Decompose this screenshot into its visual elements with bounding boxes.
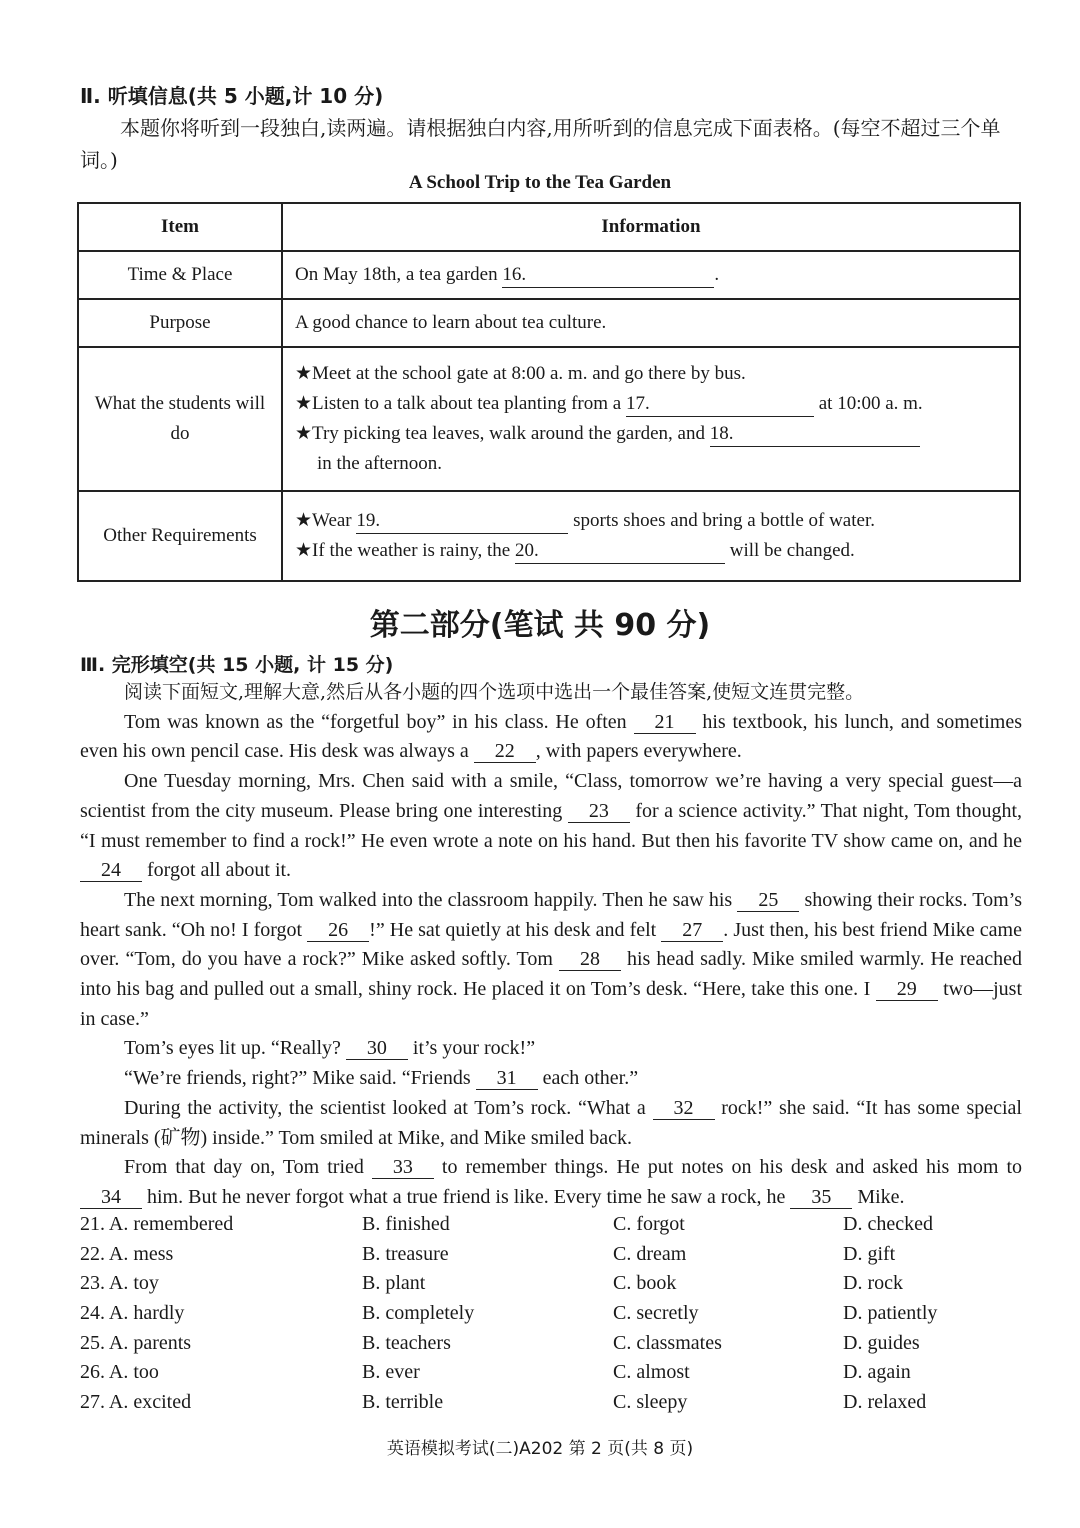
option-a: 21. A. remembered — [80, 1213, 234, 1235]
info-table — [77, 202, 1021, 582]
option-c: C. forgot — [613, 1213, 685, 1235]
row-text: ★Try picking tea leaves, walk around the garden, and — [295, 423, 710, 444]
page-footer: 英语模拟考试(二)A202 第 2 页(共 8 页) — [386, 1439, 694, 1459]
option-b: B. finished — [362, 1213, 450, 1235]
passage-text: rock!” she said. “It has some special minerals (矿物) inside.” Tom smiled at Mike, and Mike smiled back. — [80, 1096, 1022, 1149]
passage-paragraph — [80, 767, 1022, 886]
passage-text: him. But he never forgot what a true friend is like. Every time he saw a rock, he — [142, 1185, 791, 1208]
option-d: D. checked — [843, 1213, 933, 1235]
info-line: ★Meet at the school gate at 8:00 a. m. and go there by bus. — [295, 363, 746, 384]
row-text: will be changed. — [724, 540, 855, 561]
info-line — [295, 389, 1007, 419]
option-a: 22. A. mess — [80, 1242, 174, 1265]
gap-35: 35 — [790, 1186, 852, 1209]
option-b: B. teachers — [362, 1331, 451, 1354]
option-c: C. secretly — [613, 1302, 699, 1325]
option-row — [80, 1243, 1025, 1273]
header-item: Item — [78, 203, 282, 251]
option-d: D. gift — [843, 1242, 896, 1265]
table-row — [78, 251, 1020, 299]
passage-text: The next morning, Tom walked into the classroom happily. Then he saw his — [124, 888, 738, 911]
option-b: B. ever — [362, 1361, 420, 1384]
option-row — [80, 1302, 1025, 1332]
option-row — [80, 1213, 1025, 1243]
row-item: Other Requirements — [78, 491, 282, 581]
passage-text: Tom’s eyes lit up. “Really? — [124, 1037, 346, 1060]
row-item: Purpose — [78, 299, 282, 347]
option-c: C. classmates — [613, 1331, 722, 1354]
option-b: B. plant — [362, 1272, 426, 1295]
section-2-heading: Ⅱ. 听填信息(共 5 小题,计 10 分) — [80, 84, 384, 108]
passage-text: to remember things. He put notes on his desk and asked his mom to — [433, 1156, 1022, 1179]
gap-33: 33 — [372, 1156, 434, 1179]
row-item: Time & Place — [78, 251, 282, 299]
table-header-row — [78, 203, 1020, 251]
answer-blank-17: 17. — [626, 392, 814, 417]
cloze-passage — [80, 678, 1022, 1213]
table-row — [78, 347, 1020, 491]
passage-text: it’s your rock!” — [407, 1037, 536, 1060]
gap-25: 25 — [737, 889, 799, 912]
row-information — [282, 347, 1020, 491]
option-b: B. terrible — [362, 1391, 444, 1414]
row-information — [282, 251, 1020, 299]
passage-paragraph — [80, 1034, 1022, 1064]
gap-32: 32 — [653, 1097, 715, 1120]
row-text: ★If the weather is rainy, the — [295, 540, 515, 561]
gap-21: 21 — [634, 711, 696, 734]
passage-text: . Just then, his best friend Mike came over. “Tom, do you have a rock?” Mike asked softly. Tom — [80, 918, 1022, 971]
header-information: Information — [282, 203, 1020, 251]
answer-blank-19: 19. — [356, 509, 568, 534]
row-text: at 10:00 a. m. — [813, 393, 923, 414]
gap-24: 24 — [80, 859, 142, 882]
option-row — [80, 1332, 1025, 1362]
option-a: 24. A. hardly — [80, 1302, 185, 1325]
option-c: C. book — [613, 1272, 677, 1295]
row-text: On May 18th, a tea garden — [295, 263, 503, 285]
gap-31: 31 — [476, 1067, 538, 1090]
section-2-instructions: 本题你将听到一段独白,读两遍。请根据独白内容,用所听到的信息完成下面表格。(每空不超过三个单词。) — [80, 116, 1001, 172]
row-item: What the students will do — [78, 347, 282, 491]
passage-text: showing their rocks. Tom’s heart sank. “Oh no! I forgot — [80, 888, 1022, 941]
table-row — [78, 299, 1020, 347]
row-text: . — [714, 263, 720, 285]
option-d: D. guides — [843, 1331, 920, 1354]
option-c: C. almost — [613, 1361, 690, 1384]
row-information: A good chance to learn about tea culture. — [282, 299, 1020, 347]
passage-text: “We’re friends, right?” Mike said. “Friends — [124, 1067, 476, 1090]
section-3-heading: Ⅲ. 完形填空(共 15 小题, 计 15 分) — [80, 654, 394, 676]
table-row — [78, 491, 1020, 581]
gap-34: 34 — [80, 1186, 142, 1209]
row-text: ★Listen to a talk about tea planting from a — [295, 393, 626, 414]
passage-text: One Tuesday morning, Mrs. Chen said with a smile, “Class, tomorrow we’re having a very special guest—a scientist from the city museum. Please bring one interesting — [80, 770, 1022, 822]
row-information — [282, 491, 1020, 581]
passage-text: two—just in case.” — [80, 978, 1022, 1030]
gap-29: 29 — [876, 978, 938, 1001]
option-a: 26. A. too — [80, 1361, 159, 1384]
passage-paragraph — [80, 886, 1022, 1035]
info-line — [295, 506, 1007, 536]
gap-26: 26 — [307, 919, 369, 942]
gap-30: 30 — [346, 1037, 408, 1060]
option-row — [80, 1391, 1025, 1421]
row-text: ★Wear — [295, 510, 357, 531]
passage-text: Tom was known as the “forgetful boy” in his class. He often — [124, 710, 634, 733]
passage-text: his textbook, his lunch, and sometimes even his own pencil case. His desk was always a — [80, 710, 1022, 763]
row-text: sports shoes and bring a bottle of water. — [568, 510, 875, 531]
passage-paragraph — [80, 708, 1022, 767]
passage-text: During the activity, the scientist looked at Tom’s rock. “What a — [124, 1096, 653, 1119]
info-line — [295, 419, 1007, 449]
option-d: D. patiently — [843, 1302, 938, 1325]
option-row — [80, 1361, 1025, 1391]
passage-text: his head sadly. Mike smiled warmly. He reached into his bag and pulled out a small, shiny rock. He placed it on Tom’s desk. “Here, take this one. I — [80, 948, 1022, 1001]
info-line: in the afternoon. — [317, 453, 443, 474]
passage-paragraph — [80, 1094, 1022, 1153]
passage-text: each other.” — [537, 1067, 639, 1090]
option-a: 25. A. parents — [80, 1331, 192, 1354]
passage-text: !” He sat quietly at his desk and felt — [369, 918, 662, 941]
option-c: C. dream — [613, 1242, 687, 1265]
answer-options — [80, 1213, 1025, 1421]
answer-blank-20: 20. — [515, 539, 725, 564]
passage-paragraph — [80, 1064, 1022, 1094]
option-b: B. completely — [362, 1302, 475, 1325]
option-d: D. relaxed — [843, 1391, 927, 1414]
passage-text: forgot all about it. — [142, 859, 292, 882]
gap-27: 27 — [661, 919, 723, 942]
gap-22: 22 — [474, 740, 536, 763]
passage-text: From that day on, Tom tried — [124, 1156, 372, 1179]
passage-text: Mike. — [852, 1185, 905, 1208]
section-3-instructions: 阅读下面短文,理解大意,然后从各小题的四个选项中选出一个最佳答案,使短文连贯完整。 — [124, 681, 865, 703]
option-a: 27. A. excited — [80, 1391, 192, 1414]
passage-text: for a science activity.” That night, Tom thought, “I must remember to find a rock!” He even wrote a note on his hand. But then his favorite TV show came on, and he — [80, 799, 1023, 852]
answer-blank-16: 16. — [502, 263, 714, 288]
answer-blank-18: 18. — [710, 422, 920, 447]
option-b: B. treasure — [362, 1242, 449, 1265]
option-a: 23. A. toy — [80, 1272, 159, 1295]
gap-23: 23 — [568, 800, 630, 823]
option-d: D. rock — [843, 1272, 903, 1295]
option-d: D. again — [843, 1361, 911, 1384]
info-line — [295, 536, 1007, 566]
part-2-title: 第二部分(笔试 共 90 分) — [369, 608, 711, 643]
option-row — [80, 1272, 1025, 1302]
passage-paragraph — [80, 1153, 1022, 1212]
passage-text: , with papers everywhere. — [535, 740, 742, 763]
table-title: A School Trip to the Tea Garden — [408, 172, 672, 193]
gap-28: 28 — [559, 948, 621, 971]
option-c: C. sleepy — [613, 1391, 688, 1414]
